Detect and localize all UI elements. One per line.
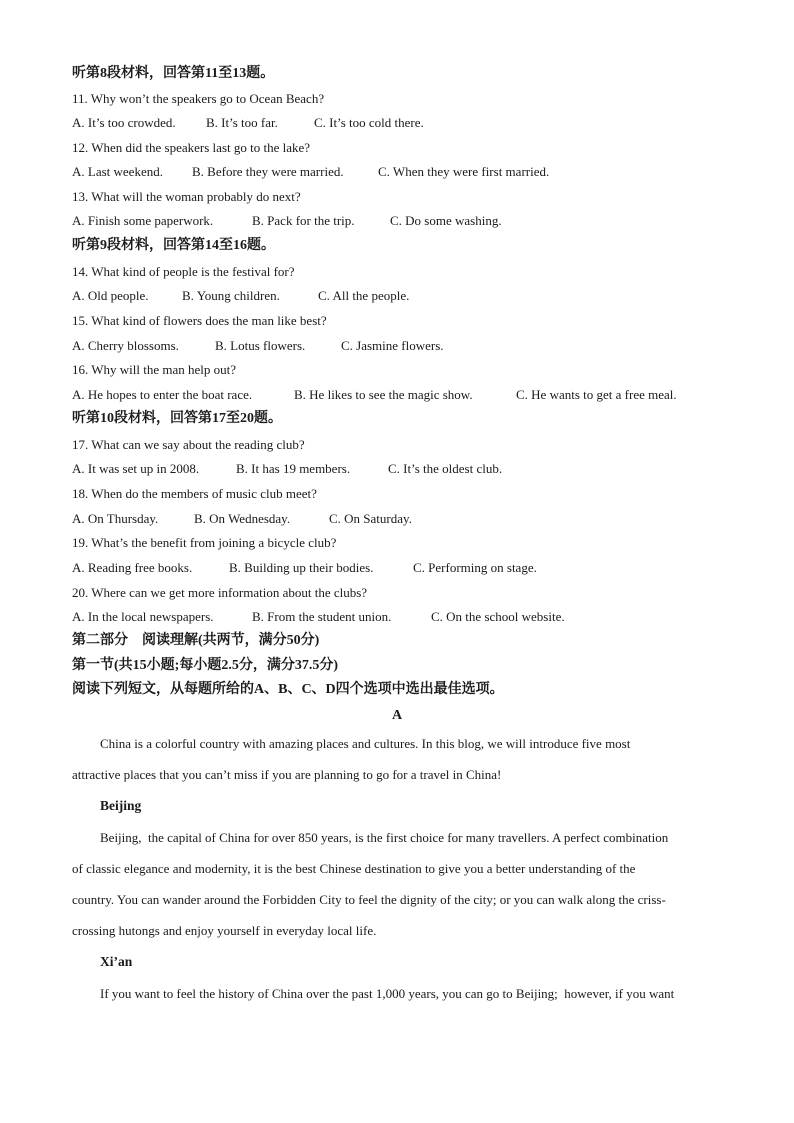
option-c: C. It’s too cold there. [314,115,424,130]
option-c: C. All the people. [318,288,410,303]
option-a: A. Cherry blossoms. [72,338,179,353]
option-b: B. It’s too far. [206,115,278,130]
section9-header: 听第9段材料，回答第14至16题。 [72,238,275,253]
option-a: A. Reading free books. [72,560,193,575]
options-15 [72,338,444,354]
option-b: B. Building up their bodies. [229,560,374,575]
option-c: C. It’s the oldest club. [388,461,503,476]
section1-title: 第一节(共15小题;每小题2.5分，满分37.5分) [72,658,338,673]
question-11: 11. Why won’t the speakers go to Ocean Beach? [72,91,325,106]
option-a: A. In the local newspapers. [72,609,214,624]
section8-header: 听第8段材料，回答第11至13题。 [72,66,275,81]
options-17 [72,461,502,477]
option-b: B. Lotus flowers. [215,338,306,353]
intro-line-1: China is a colorful country with amazing places and cultures. In this blog, we will introduce five most [100,736,631,751]
option-c: C. Jasmine flowers. [341,338,444,353]
option-a: A. It’s too crowded. [72,115,176,130]
question-12: 12. When did the speakers last go to the lake? [72,140,311,155]
option-c: C. When they were first married. [378,164,550,179]
question-15: 15. What kind of flowers does the man like best? [72,313,327,328]
options-12 [72,164,549,180]
question-16: 16. Why will the man help out? [72,362,237,377]
question-19: 19. What’s the benefit from joining a bicycle club? [72,535,337,550]
option-b: B. Young children. [182,288,280,303]
option-b: B. On Wednesday. [194,511,291,526]
part2-title: 第二部分 阅读理解(共两节，满分50分) [72,633,320,648]
beijing-line-1: Beijing, the capital of China for over 850 years, is the first choice for many travellers. A perfect combination [100,830,669,845]
options-16 [72,387,677,403]
beijing-line-3: country. You can wander around the Forbidden City to feel the dignity of the city; or you can walk along the criss- [72,892,666,907]
xian-line-1: If you want to feel the history of China over the past 1,000 years, you can go to Beijing; however, if you want [100,986,675,1001]
option-c: C. On Saturday. [329,511,412,526]
beijing-line-2: of classic elegance and modernity, it is the best Chinese destination to give you a better understanding of the [72,861,636,876]
option-a: A. He hopes to enter the boat race. [72,387,253,402]
intro-line-2: attractive places that you can’t miss if you are planning to go for a travel in China! [72,767,502,782]
options-19 [72,560,537,576]
question-14: 14. What kind of people is the festival for? [72,264,295,279]
option-a: A. Old people. [72,288,149,303]
passage-label: A [391,708,403,723]
question-20: 20. Where can we get more information about the clubs? [72,585,368,600]
options-14 [72,288,409,304]
question-13: 13. What will the woman probably do next? [72,189,301,204]
beijing-line-4: crossing hutongs and enjoy yourself in everyday local life. [72,923,377,938]
option-b: B. Pack for the trip. [252,213,355,228]
instruction: 阅读下列短文，从每题所给的A、B、C、D四个选项中选出最佳选项。 [72,682,504,697]
option-c: C. On the school website. [431,609,565,624]
option-a: A. It was set up in 2008. [72,461,200,476]
options-18 [72,511,412,527]
option-a: A. On Thursday. [72,511,159,526]
beijing-heading: Beijing [100,798,142,813]
question-18: 18. When do the members of music club meet? [72,486,317,501]
option-a: A. Finish some paperwork. [72,213,214,228]
option-b: B. From the student union. [252,609,392,624]
options-11 [72,115,424,131]
options-13 [72,213,502,229]
option-c: C. Do some washing. [390,213,502,228]
option-c: C. He wants to get a free meal. [516,387,677,402]
xian-heading: Xi’an [100,954,133,969]
option-b: B. It has 19 members. [236,461,351,476]
option-c: C. Performing on stage. [413,560,537,575]
question-17: 17. What can we say about the reading club? [72,437,305,452]
option-a: A. Last weekend. [72,164,163,179]
options-20 [72,609,565,625]
option-b: B. Before they were married. [192,164,344,179]
section10-header: 听第10段材料，回答第17至20题。 [72,411,282,426]
option-b: B. He likes to see the magic show. [294,387,473,402]
